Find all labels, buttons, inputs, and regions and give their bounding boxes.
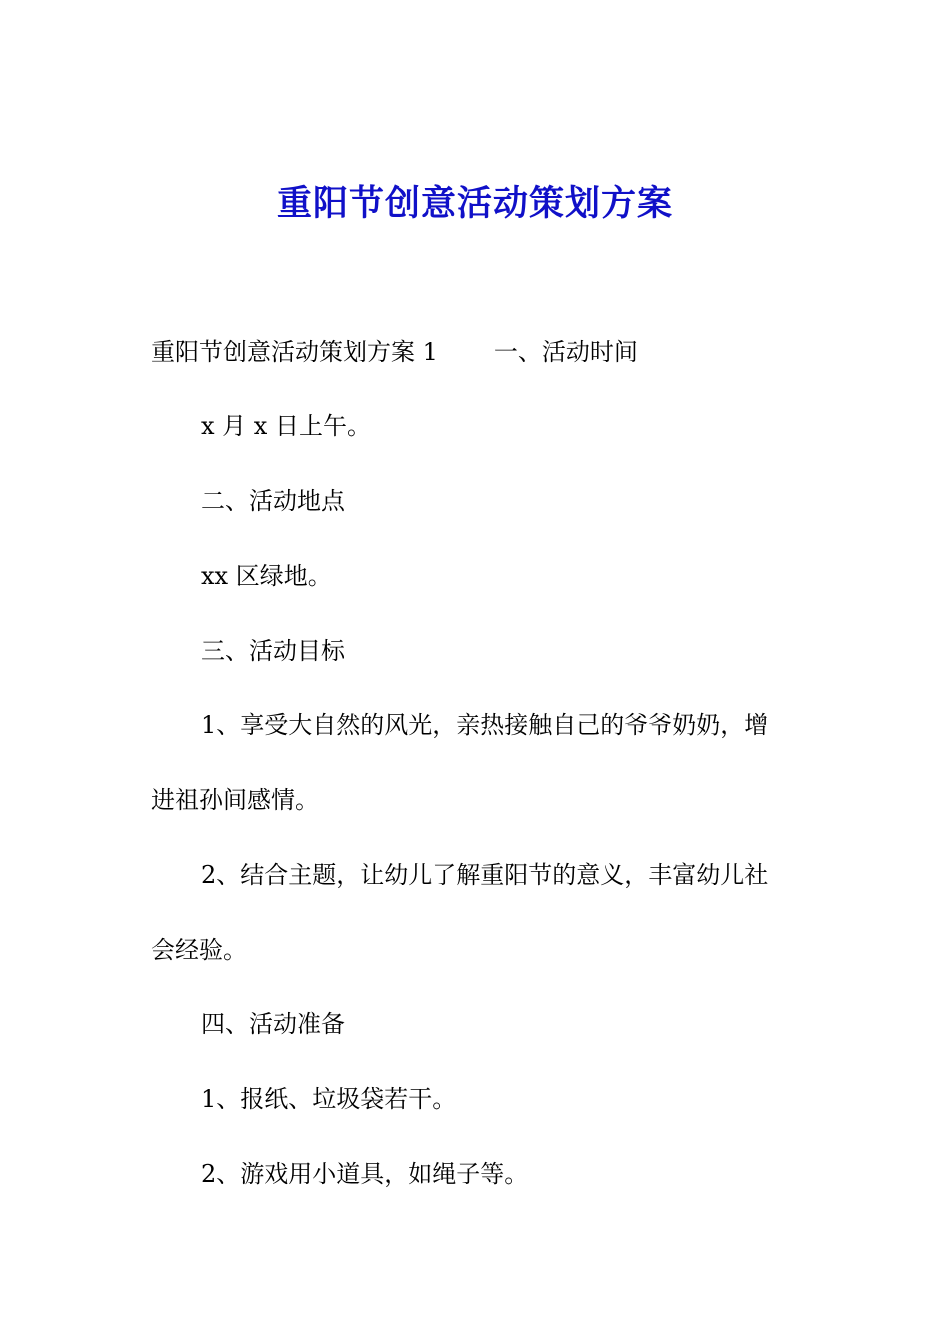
paragraph-time: x 月 x 日上午。 bbox=[201, 412, 371, 440]
preparation-2: 2、游戏用小道具，如绳子等。 bbox=[201, 1160, 529, 1188]
heading-preparation: 四、活动准备 bbox=[201, 1010, 345, 1038]
preparation-1: 1、报纸、垃圾袋若干。 bbox=[201, 1085, 457, 1113]
paragraph-location: xx 区绿地。 bbox=[201, 562, 332, 590]
goal-2-line-1: 2、结合主题，让幼儿了解重阳节的意义，丰富幼儿社 bbox=[201, 861, 769, 889]
document-title: 重阳节创意活动策划方案 bbox=[276, 183, 673, 224]
goal-2-line-2: 会经验。 bbox=[151, 936, 247, 964]
heading-activity-time: 一、活动时间 bbox=[493, 338, 638, 366]
heading-location: 二、活动地点 bbox=[201, 487, 345, 515]
section-subtitle: 重阳节创意活动策划方案 1 bbox=[151, 338, 438, 366]
heading-goals: 三、活动目标 bbox=[201, 637, 345, 665]
goal-1-line-2: 进祖孙间感情。 bbox=[151, 786, 319, 814]
first-line bbox=[151, 335, 638, 369]
goal-1-line-1: 1、享受大自然的风光，亲热接触自己的爷爷奶奶，增 bbox=[201, 711, 769, 739]
